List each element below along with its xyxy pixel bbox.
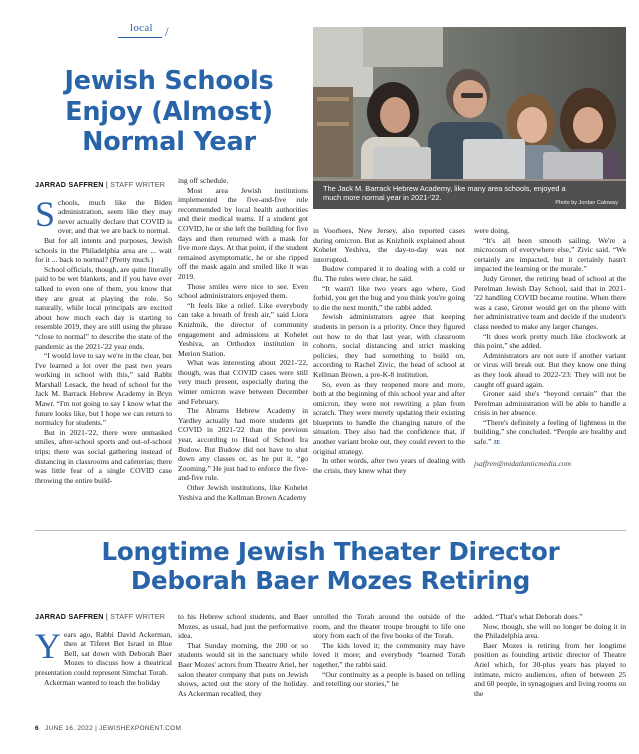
paragraph-text: ears ago, Rabbi David Ackerman, then at Tiferet Bet Israel in Blue Bell, sat down with Deborah Baer Mozes to discuss how a theatrical presentation could represent Simchat Torah.	[35, 629, 172, 677]
paragraph	[474, 418, 626, 449]
article1-column-1	[35, 180, 172, 485]
paragraph: Budow compared it to dealing with a cold or flu. The rules were clear, he said.	[313, 264, 465, 283]
paragraph-text: chools, much like the Biden administration, seem like they may never actually declare that COVID is over, and that we are back to normal.	[58, 197, 172, 236]
paragraph: “It's all been smooth sailing. We're a microcosm of everywhere else,” Zivic said. “We certainly are impacted, but it certainly hasn't impacted the learning or the morale.”	[474, 235, 626, 274]
photo-credit: Photo by Jordan Caloway	[555, 200, 618, 206]
paragraph: Those smiles were nice to see. Even school administrators enjoyed them.	[178, 281, 308, 301]
paragraph: Ackerman wanted to teach the holiday	[44, 677, 161, 687]
article2-headline	[35, 538, 626, 595]
byline-name: JARRAD SAFFREN	[35, 180, 104, 189]
paragraph: Administrators are not sure if another variant or virus will break out. But they know one thing as they look ahead to 2022-'23: They will not be caught off guard again.	[474, 350, 626, 389]
paragraph: unrolled the Torah around the outside of the room, and the theater troupe brought to life one story from each of the five books of the Torah.	[313, 612, 465, 641]
paragraph: “I would love to say we're in the clear, but I've learned a lot over the past two years working in school with this,” said Rabbi Marshall Lesack, the head of school for the Jack M. Barrack Hebrew Academy in Bryn Mawr. “I'm not going to say I know what the future looks like, but I hope we can return to normalcy for students.”	[35, 351, 172, 428]
drop-cap: S	[35, 193, 56, 234]
paragraph: added. “That's what Deborah does.”	[474, 612, 583, 621]
author-email[interactable]: jsaffren@midatlanticmedia.com	[474, 458, 572, 468]
article1-photo	[313, 27, 626, 209]
paragraph: The kids loved it; the community may have loved it more; and everybody “learned Torah together,” the rabbi said.	[313, 640, 465, 669]
section-rule	[118, 37, 162, 38]
section-label: local	[130, 22, 153, 34]
paragraph-text: “There's definitely a feeling of lightness in the building,” she concluded. “People are healthy and safe.”	[474, 417, 626, 447]
page-number: 6	[35, 725, 39, 732]
photo-caption-text: The Jack M. Barrack Hebrew Academy, like many area schools, enjoyed a much more normal year in 2021-'22.	[323, 184, 566, 202]
article2-column-4	[474, 612, 626, 698]
paragraph: What was interesting about 2021-'22, though, was that COVID cases were still very much present, especially during the winter omicron wave between December and February.	[178, 358, 308, 406]
paragraph: So, even as they reopened more and more, both at the beginning of this school year and after omicron, they were not rewriting a plan from scratch. They were merely updating their existing blueprints to handle the changing nature of the situation. They also had the confidence that, if another variant broke out, they could revert to the original strategy.	[313, 379, 465, 456]
end-mark: JE	[493, 440, 501, 447]
paragraph: The Abrams Hebrew Academy in Yardley actually had more students get COVID in 2021-'22 than the previous year, according to Head of School Ira Budow. But Budow did not have to shut down any classes or, as he put it, “go Zooming.” He just had to enforce the five-and-five rule.	[178, 406, 308, 483]
article2-byline: JARRAD SAFFREN | STAFF WRITER	[35, 612, 166, 621]
article2-column-2	[178, 612, 308, 698]
paragraph	[35, 625, 172, 678]
paragraph: “It wasn't like two years ago where, God forbid, you get the bug and you think you're going to die the next month,” the rabbi added.	[313, 283, 465, 312]
article1-headline: Jewish Schools Enjoy (Almost) Normal Year	[64, 66, 274, 157]
paragraph: to his Hebrew school students, and Baer Mozes, as usual, had just the performative idea.	[178, 612, 308, 641]
paragraph: Now, though, she will no longer be doing it in the Philadelphia area.	[474, 621, 626, 641]
paragraph: That Sunday morning, the 200 or so students would sit in the sanctuary while Baer Mozes' actors from Theatre Ariel, her salon theater company that puts on Jewish shows, acted out the story of the holiday. As Ackerman recalled, they	[178, 640, 308, 698]
paragraph	[35, 193, 172, 236]
footer-separator: |	[95, 725, 100, 732]
paragraph: “It does work pretty much like clockwork at this point,” she added.	[474, 331, 626, 351]
article2-column-3	[313, 612, 465, 689]
page-footer	[35, 725, 181, 732]
paragraph: “Our continuity as a people is based on telling and retelling our stories,” he	[313, 669, 465, 689]
paragraph: in Voorhees, New Jersey, also reported cases during omicron. But as Knizhnik explained about Kohelet Yeshiva, the day-to-day was not interrupted.	[313, 226, 465, 264]
article2-headline-line-1: Longtime Jewish Theater Director	[101, 537, 560, 566]
paragraph: School officials, though, are quite literally paid to be wet blankets, and if you have ever talked to even one of them, you know that they are great at playing the role. So naturally, while local principals are excited about how much each day is starting to resemble 2019, they are still using the phrase “close to normal” to describe the state of the pandemic as the 2021-'22 year ends.	[35, 264, 172, 351]
byline-role: STAFF WRITER	[110, 612, 166, 621]
paragraph: were doing.	[474, 226, 510, 235]
issue-date: JUNE 16, 2022	[45, 725, 94, 732]
article1-column-4	[474, 226, 626, 468]
section-slash-icon: /	[165, 24, 169, 39]
paragraph: Judy Groner, the retiring head of school at the Perelman Jewish Day School, said that in 2021-'22 handling COVID became routine. When there was a case, Groner would get on the phone with her administrative team and decide if the student's class needed to make any larger changes.	[474, 273, 626, 331]
photo-caption	[313, 181, 626, 209]
drop-cap: Y	[35, 625, 61, 666]
paragraph: Most area Jewish institutions implemented the five-and-five rule recommended by local health authorities and their medical teams. If a student got COVID, he or she left the building for five days and then returned with a mask for five more days. At that point, if the student remained asymptomatic, he or she ripped off the mask again and smiled like it was 2019.	[178, 185, 308, 281]
site-name[interactable]: JEWISHEXPONENT.COM	[99, 725, 182, 732]
paragraph: In other words, after two years of dealing with the crisis, they knew what they	[313, 456, 465, 475]
paragraph: “It feels like a relief. Like everybody can take a breath of fresh air,” said Liora Knizhnik, the director of community engagement and admissions at Kohelet Yeshiva, an Orthodox institution in Merion Station.	[178, 300, 308, 358]
paragraph: ing off schedule.	[178, 176, 229, 185]
paragraph: Groner said she's “beyond certain” that the Perelman administration will be able to handle a crisis in her absence.	[474, 389, 626, 418]
paragraph: But for all intents and purposes, Jewish schools in the Philadelphia area are ... wait for it ... back to normal? (Pretty much.)	[35, 235, 172, 265]
section-tag	[118, 22, 178, 40]
byline-name: JARRAD SAFFREN	[35, 612, 104, 621]
paragraph: Jewish administrators agree that keeping students in person is a priority. Once they figured out how to do that last year, with classroom cohorts, social distancing and strict masking policies, they had something to build on, according to Rachel Zivic, the head of school at Kellman Brown, a pre-K-8 institution.	[313, 312, 465, 379]
article2-headline-line-2: Deborah Baer Mozes Retiring	[130, 565, 531, 595]
paragraph: But in 2021-'22, there were unmasked smiles, after-school sports and out-of-school trips; there was social gathering instead of distancing in classrooms and cafeterias; there was little fear of a single COVID case throwing the entire build-	[35, 427, 172, 485]
paragraph: Baer Mozes is retiring from her longtime position as founding artistic director of Theatre Ariel which, for 30-plus years has played to intimate, micro audiences, often of between 25 and 60 people, in synagogues and living rooms on the	[474, 640, 626, 698]
article1-column-2	[178, 176, 308, 502]
article1-column-3	[313, 226, 465, 475]
article2-column-1	[35, 612, 172, 687]
section-divider	[35, 530, 626, 531]
paragraph: Other Jewish institutions, like Kohelet Yeshiva and the Kellman Brown Academy	[178, 483, 308, 502]
article1-byline: JARRAD SAFFREN | STAFF WRITER	[35, 180, 166, 189]
byline-role: STAFF WRITER	[110, 180, 166, 189]
